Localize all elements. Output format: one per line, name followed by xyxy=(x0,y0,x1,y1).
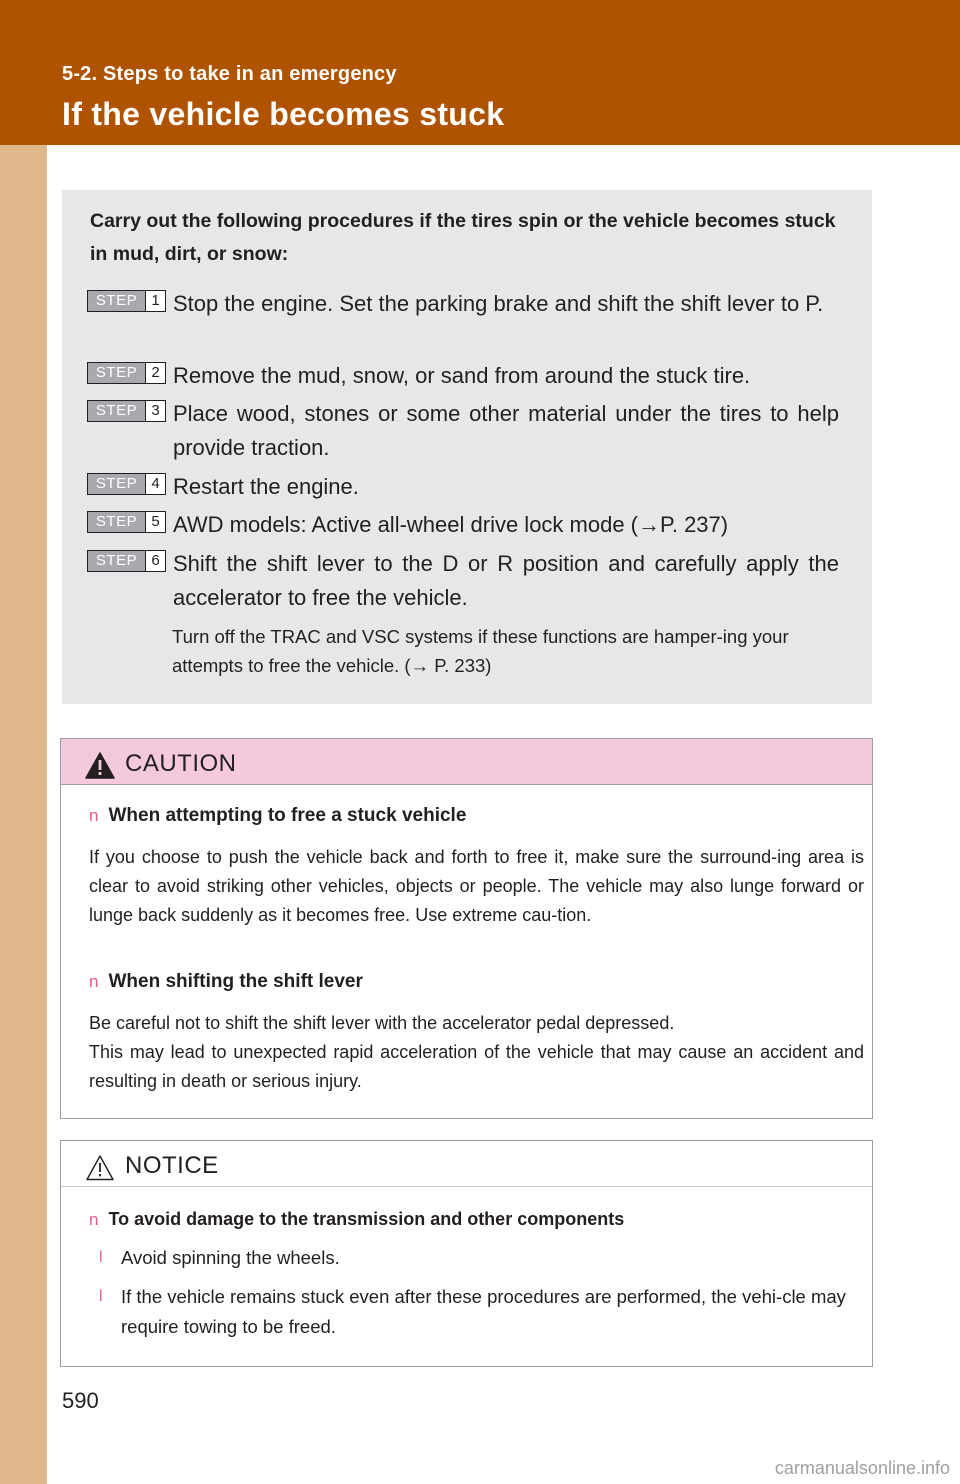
caution-section-title-text: When attempting to free a stuck vehicle xyxy=(108,805,467,826)
step-badge xyxy=(87,473,166,495)
page-title: If the vehicle becomes stuck xyxy=(62,96,505,132)
notice-item-text: Avoid spinning the wheels. xyxy=(121,1247,340,1268)
step-note: Turn off the TRAC and VSC systems if these functions are hamper-ing your attempts to free the vehicle. (→ P. 233) xyxy=(172,626,789,676)
notice-item xyxy=(99,1282,861,1342)
step-badge xyxy=(87,400,166,422)
notice-item-text: If the vehicle remains stuck even after these procedures are performed, the vehi-cle may require towing to be freed. xyxy=(121,1286,846,1337)
notice-header xyxy=(61,1141,872,1187)
step-text: AWD models: Active all-wheel drive lock mode (→P. 237) xyxy=(173,512,729,537)
step-badge-label: STEP xyxy=(88,291,145,311)
step-text: Remove the mud, snow, or sand from around the stuck tire. xyxy=(173,363,751,388)
caution-section-body: If you choose to push the vehicle back and forth to free it, make sure the surround-ing area is clear to avoid striking other vehicles, objects or people. The vehicle may also lunge forward or lunge back suddenly as it becomes free. Use extreme cau-tion. xyxy=(89,847,864,925)
procedure-intro: Carry out the following procedures if the tires spin or the vehicle becomes stuck in mud, dirt, or snow: xyxy=(90,210,836,265)
step-badge-number: 3 xyxy=(145,401,165,421)
page-number: 590 xyxy=(62,1388,99,1413)
notice-item xyxy=(99,1243,861,1273)
section-bullet: n xyxy=(89,972,99,991)
caution-section-title-text: When shifting the shift lever xyxy=(108,971,363,992)
step-badge-label: STEP xyxy=(88,401,145,421)
step-badge-label: STEP xyxy=(88,551,145,571)
caution-label: CAUTION xyxy=(125,750,237,777)
step-text: Place wood, stones or some other material under the tires to help provide traction. xyxy=(173,401,839,460)
item-bullet: l xyxy=(99,1249,103,1266)
section-bullet: n xyxy=(89,1210,99,1229)
notice-label: NOTICE xyxy=(125,1152,219,1179)
step-text: Shift the shift lever to the D or R position and carefully apply the accelerator to free the vehicle. xyxy=(173,551,839,610)
caution-header xyxy=(61,739,872,785)
step-badge-number: 2 xyxy=(145,363,165,383)
item-bullet: l xyxy=(99,1288,103,1305)
section-bullet: n xyxy=(89,806,99,825)
step-badge xyxy=(87,550,166,572)
warning-triangle-icon xyxy=(85,752,115,779)
warning-triangle-outline-icon xyxy=(85,1154,115,1181)
notice-title xyxy=(89,1209,624,1230)
side-strip xyxy=(0,0,47,1484)
step-badge-label: STEP xyxy=(88,363,145,383)
notice-box xyxy=(60,1140,873,1367)
caution-section-body-continued: This may lead to unexpected rapid acceleration of the vehicle that may cause an accident and resulting in death or serious injury. xyxy=(89,1042,864,1091)
caution-section-title xyxy=(89,805,466,827)
step-badge-number: 1 xyxy=(145,291,165,311)
step-badge-number: 6 xyxy=(145,551,165,571)
step-badge xyxy=(87,362,166,384)
caution-section-body: Be careful not to shift the shift lever with the accelerator pedal depressed. xyxy=(89,1013,675,1033)
notice-title-text: To avoid damage to the transmission and other components xyxy=(108,1209,625,1229)
step-badge xyxy=(87,511,166,533)
step-badge-number: 5 xyxy=(145,512,165,532)
step-text: Stop the engine. Set the parking brake and shift the shift lever to P. xyxy=(173,291,824,316)
step-badge xyxy=(87,290,166,312)
watermark: carmanualsonline.info xyxy=(774,1458,950,1478)
step-badge-label: STEP xyxy=(88,512,145,532)
caution-section-title xyxy=(89,971,363,993)
section-label: 5-2. Steps to take in an emergency xyxy=(62,63,397,85)
step-text: Restart the engine. xyxy=(173,474,359,499)
step-badge-number: 4 xyxy=(145,474,165,494)
step-badge-label: STEP xyxy=(88,474,145,494)
caution-box xyxy=(60,738,873,1119)
